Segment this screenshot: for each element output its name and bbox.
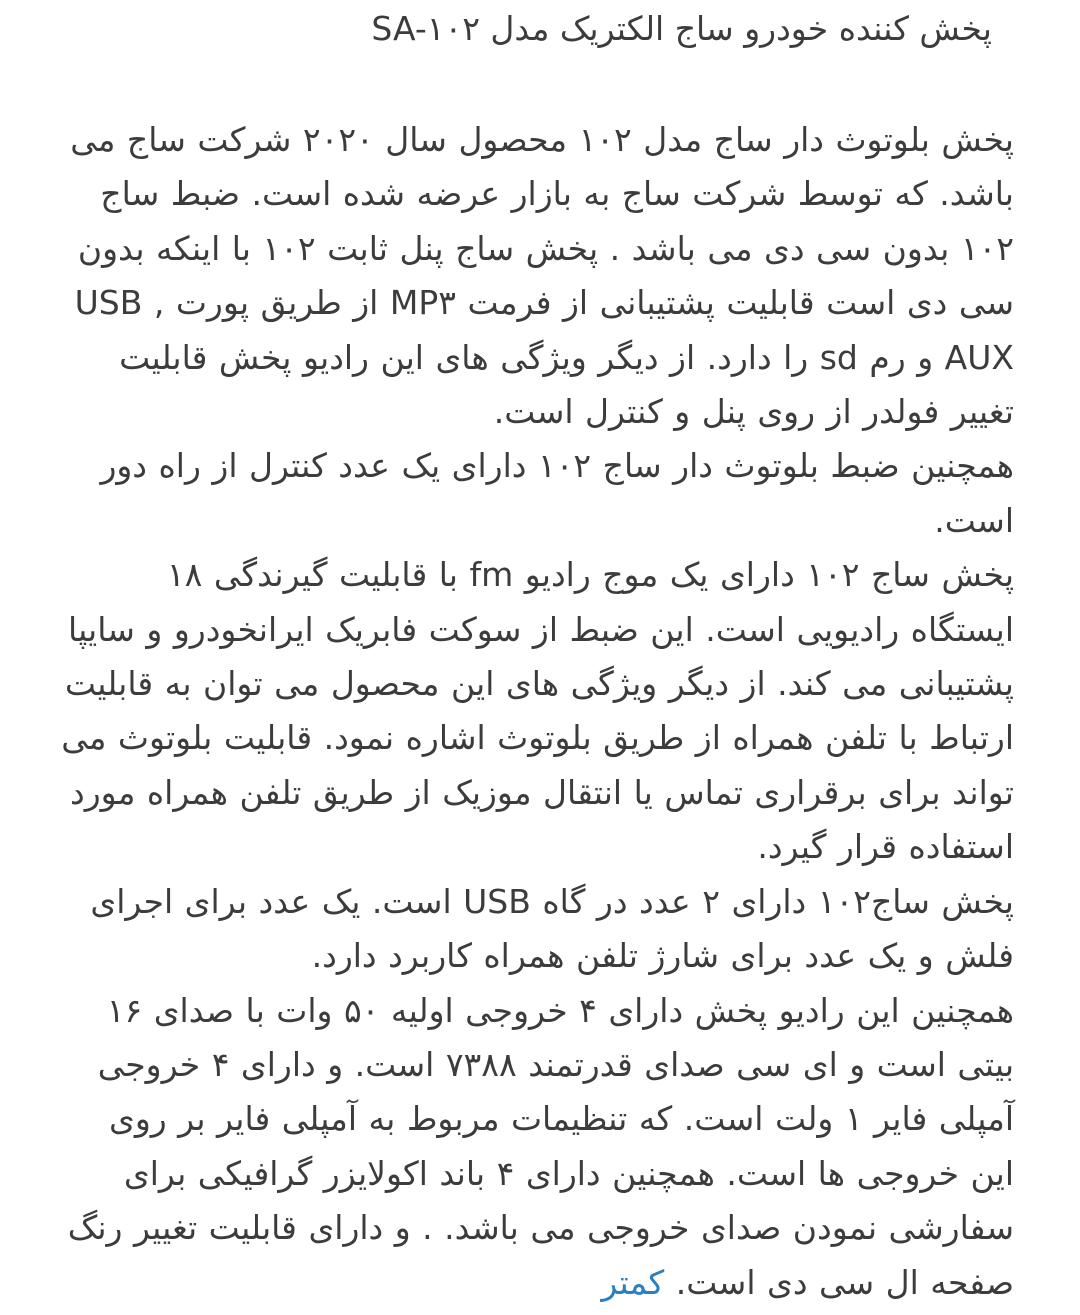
show-less-link[interactable]: کمتر xyxy=(601,1262,665,1302)
paragraph-outputs-text: همچنین این رادیو پخش دارای ۴ خروجی اولیه ۵۰ وات با صدای ۱۶ بیتی است و ای سی صدای قدرتمند ۷۳۸۸ است. و دارای ۴ خروجی آمپلی فایر ۱ ولت است. که تنظیمات مربوط به آمپلی فایر بر روی این خروجی ها است. همچنین دارای ۴ باند اکولایزر گرافیکی برای سفارشی نمودن صدای خروجی می باشد. . و دارای قابلیت تغییر رنگ صفحه ال سی دی است. xyxy=(67,990,1014,1302)
paragraph-intro: پخش بلوتوث دار ساج مدل ۱۰۲ محصول سال ۲۰۲۰ شرکت ساج می باشد. که توسط شرکت ساج به بازار عرضه شده است. ضبط ساج ۱۰۲ بدون سی دی می باشد . پخش ساج پنل ثابت ۱۰۲ با اینکه بدون سی دی است قابلیت پشتیبانی از فرمت MP۳ از طریق پورت USB , AUX و رم sd را دارد. از دیگر ویژگی های این رادیو پخش قابلیت تغییر فولدر از روی پنل و کنترل است. xyxy=(70,120,1014,432)
paragraph-radio: پخش ساج ۱۰۲ دارای یک موج رادیو fm با قابلیت گیرندگی ۱۸ ایستگاه رادیویی است. این ضبط از سوکت فابریک ایرانخودرو و سایپا پشتیبانی می کند. از دیگر ویژگی های این محصول می توان به قابلیت ارتباط با تلفن همراه از طریق بلوتوث اشاره نمود. قابلیت بلوتوث می تواند برای برقراری تماس یا انتقال موزیک از طریق تلفن همراه مورد استفاده قرار گیرد. xyxy=(61,555,1014,867)
article xyxy=(60,0,1014,1310)
paragraph-outputs xyxy=(60,984,1014,1310)
paragraph-remote: همچنین ضبط بلوتوث دار ساج ۱۰۲ دارای یک عدد کنترل از راه دور است. xyxy=(100,446,1014,540)
paragraph-usb: پخش ساج۱۰۲ دارای ۲ عدد در گاه USB است. یک عدد برای اجرای فلش و یک عدد برای شارژ تلفن همراه کاربرد دارد. xyxy=(90,881,1014,976)
article-title: پخش کننده خودرو ساج الکتریک مدل SA-۱۰۲ xyxy=(371,9,992,48)
article-body xyxy=(60,113,1014,1310)
